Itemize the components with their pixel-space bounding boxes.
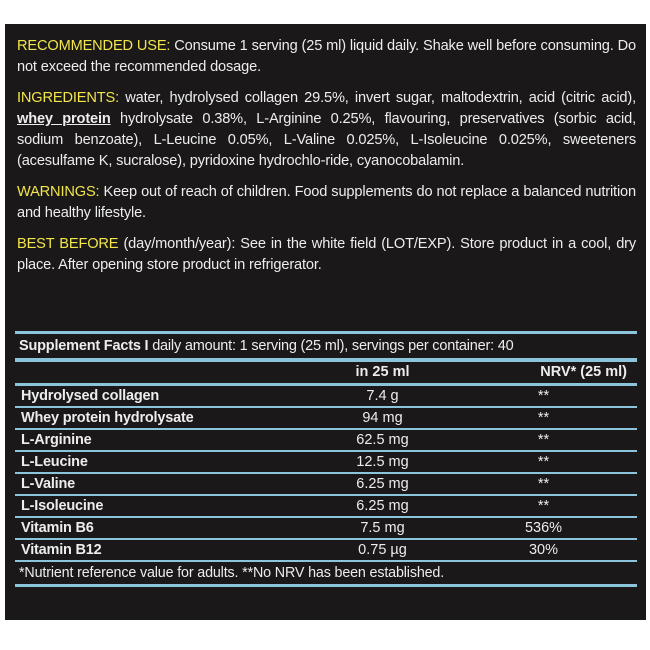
row-amount: 62.5 mg bbox=[356, 432, 409, 448]
row-nrv: ** bbox=[537, 454, 550, 470]
ingredients-highlight: whey protein bbox=[17, 111, 111, 127]
row-name: L-Arginine bbox=[21, 432, 92, 448]
best-before-heading: BEST BEFORE bbox=[17, 236, 119, 252]
row-amount: 0.75 µg bbox=[358, 542, 407, 558]
row-nrv: ** bbox=[537, 498, 550, 514]
column-header-row bbox=[15, 362, 637, 386]
row-amount: 7.4 g bbox=[366, 388, 399, 404]
supplement-facts-separator: I bbox=[140, 338, 153, 354]
warnings-paragraph bbox=[17, 182, 636, 224]
row-nrv: ** bbox=[537, 476, 550, 492]
supplement-facts-header bbox=[15, 334, 637, 362]
row-amount: 94 mg bbox=[362, 410, 403, 426]
table-row bbox=[15, 496, 637, 518]
row-name: L-Leucine bbox=[21, 454, 88, 470]
column-header-name bbox=[15, 362, 315, 383]
row-name: L-Isoleucine bbox=[21, 498, 104, 514]
recommended-use-text: Consume 1 serving (25 ml) liquid daily. Shake well before consuming. Do not exceed the recommended dosage. bbox=[17, 38, 636, 75]
row-nrv: 30% bbox=[528, 542, 559, 558]
best-before-paragraph bbox=[17, 234, 636, 276]
column-header-nrv: NRV* (25 ml) bbox=[540, 364, 627, 380]
warnings-text: Keep out of reach of children. Food supplements do not replace a balanced nutrition and healthy lifestyle. bbox=[17, 184, 636, 221]
row-name: Whey protein hydrolysate bbox=[21, 410, 194, 426]
ingredients-text-after: hydrolysate 0.38%, L-Arginine 0.25%, flavouring, preservatives (sorbic acid, sodium benzoate), L-Leucine 0.05%, L-Valine 0.025%, L-Isoleucine 0.025%, sweeteners (acesulfame K, sucralose), pyridoxine hydrochlo-ride, cyanocobalamin. bbox=[17, 111, 636, 169]
table-row bbox=[15, 540, 637, 562]
row-nrv: ** bbox=[537, 410, 550, 426]
product-label bbox=[5, 24, 646, 620]
row-name: Hydrolysed collagen bbox=[21, 388, 160, 404]
table-row bbox=[15, 408, 637, 430]
row-name: L-Valine bbox=[21, 476, 75, 492]
row-amount: 6.25 mg bbox=[356, 498, 409, 514]
best-before-text: (day/month/year): See in the white field (LOT/EXP). Store product in a cool, dry place. After opening store product in refrigerator. bbox=[17, 236, 637, 273]
row-nrv: 536% bbox=[524, 520, 563, 536]
row-nrv: ** bbox=[537, 432, 550, 448]
row-nrv: ** bbox=[537, 388, 550, 404]
table-row bbox=[15, 474, 637, 496]
supplement-facts-title: Supplement Facts bbox=[19, 338, 141, 354]
recommended-use-heading: RECOMMENDED USE: bbox=[17, 38, 171, 54]
recommended-use-paragraph bbox=[17, 36, 636, 78]
row-name: Vitamin B6 bbox=[21, 520, 94, 536]
row-amount: 12.5 mg bbox=[356, 454, 409, 470]
supplement-facts-table bbox=[15, 331, 637, 587]
ingredients-heading: INGREDIENTS: bbox=[17, 90, 119, 106]
supplement-facts-footnote: *Nutrient reference value for adults. **No NRV has been established. bbox=[15, 562, 637, 587]
row-name: Vitamin B12 bbox=[21, 542, 102, 558]
table-row bbox=[15, 518, 637, 540]
ingredients-paragraph bbox=[17, 88, 636, 172]
warnings-heading: WARNINGS: bbox=[17, 184, 100, 200]
column-header-amount: in 25 ml bbox=[355, 364, 410, 380]
row-amount: 6.25 mg bbox=[356, 476, 409, 492]
supplement-facts-subtitle: daily amount: 1 serving (25 ml), servings per container: 40 bbox=[152, 338, 514, 354]
row-amount: 7.5 mg bbox=[360, 520, 405, 536]
table-row bbox=[15, 386, 637, 408]
table-row bbox=[15, 430, 637, 452]
ingredients-text-before: water, hydrolysed collagen 29.5%, invert sugar, maltodextrin, acid (citric acid), bbox=[119, 90, 636, 106]
table-row bbox=[15, 452, 637, 474]
